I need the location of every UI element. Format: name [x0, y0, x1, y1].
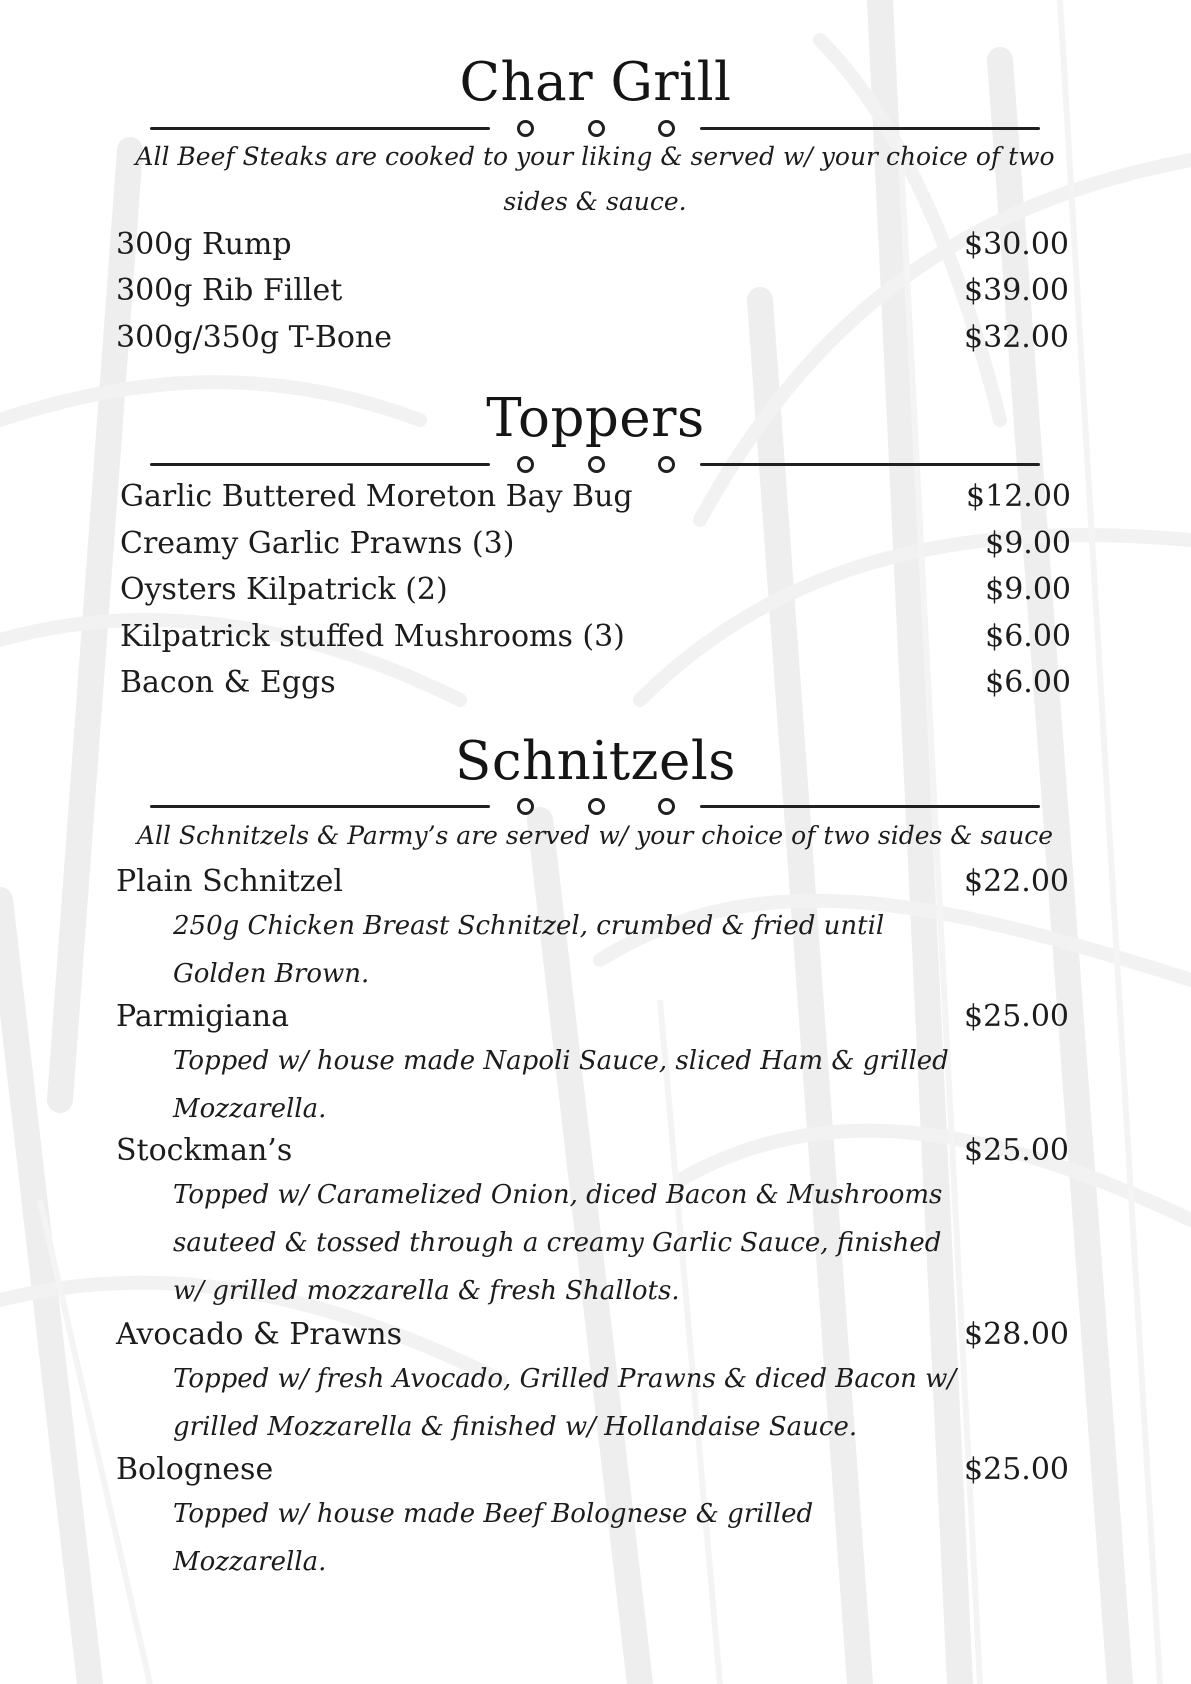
- menu-item-name: 300g/350g T-Bone: [116, 320, 393, 355]
- menu-item-name: Kilpatrick stuffed Mushrooms (3): [120, 619, 625, 654]
- menu-item-price: $25.00: [964, 1452, 1069, 1487]
- menu-item-name: Parmigiana: [116, 999, 289, 1034]
- menu-item-name: Bolognese: [116, 1452, 274, 1487]
- menu-item-name: Creamy Garlic Prawns (3): [120, 526, 515, 561]
- menu-item-description: 250g Chicken Breast Schnitzel, crumbed & fried until Golden Brown.: [173, 911, 885, 989]
- menu-item-price: $6.00: [985, 665, 1071, 700]
- toppers-title: Toppers: [486, 388, 705, 449]
- menu-item-price: $30.00: [964, 227, 1069, 262]
- menu-item-price: $39.00: [964, 273, 1069, 308]
- char-grill-note: All Beef Steaks are cooked to your liking & served w/ your choice of two sides & sauce.: [135, 142, 1055, 216]
- menu-item: [116, 1447, 1069, 1492]
- menu-item-description: Topped w/ Caramelized Onion, diced Bacon & Mushrooms sauteed & tossed through a creamy Garlic Sauce, finished w/ grilled mozzarella & fresh Shallots.: [173, 1180, 943, 1306]
- menu-item: [116, 1128, 1069, 1173]
- menu-item-name: Bacon & Eggs: [120, 665, 336, 700]
- menu-item: [120, 474, 1071, 519]
- menu-item-name: Stockman’s: [116, 1133, 293, 1168]
- menu-item-name: 300g Rump: [116, 227, 292, 262]
- schnitzels-title: Schnitzels: [455, 731, 736, 792]
- menu-item: [116, 859, 1069, 904]
- schnitzels-note: All Schnitzels & Parmy’s are served w/ your choice of two sides & sauce: [136, 821, 1054, 850]
- menu-item-price: $25.00: [964, 1133, 1069, 1168]
- menu-item-description: Topped w/ house made Beef Bolognese & grilled Mozzarella.: [173, 1499, 814, 1577]
- menu-item-name: Garlic Buttered Moreton Bay Bug: [120, 479, 633, 514]
- menu-item: [120, 521, 1071, 566]
- char-grill-title: Char Grill: [459, 52, 732, 113]
- menu-item-name: Plain Schnitzel: [116, 864, 343, 899]
- menu-item: [120, 614, 1071, 659]
- menu-item-price: $12.00: [966, 479, 1071, 514]
- menu-item: [116, 222, 1069, 267]
- menu-item-price: $28.00: [964, 1317, 1069, 1352]
- menu-item-price: $9.00: [985, 526, 1071, 561]
- menu-item-description: Topped w/ house made Napoli Sauce, sliced Ham & grilled Mozzarella.: [173, 1046, 949, 1124]
- menu-item-price: $32.00: [964, 320, 1069, 355]
- menu-item: [116, 1312, 1069, 1357]
- menu-item-price: $9.00: [985, 572, 1071, 607]
- menu-item-price: $22.00: [964, 864, 1069, 899]
- menu-item: [116, 994, 1069, 1039]
- menu-item: [116, 315, 1069, 360]
- menu-item: [120, 567, 1071, 612]
- menu-item-price: $25.00: [964, 999, 1069, 1034]
- menu-item-name: Avocado & Prawns: [116, 1317, 402, 1352]
- menu-item: [120, 660, 1071, 705]
- menu-item-name: Oysters Kilpatrick (2): [120, 572, 448, 607]
- menu-item: [116, 268, 1069, 313]
- menu-item-name: 300g Rib Fillet: [116, 273, 343, 308]
- menu-item-price: $6.00: [985, 619, 1071, 654]
- menu-item-description: Topped w/ fresh Avocado, Grilled Prawns & diced Bacon w/ grilled Mozzarella & finished w/ Hollandaise Sauce.: [173, 1364, 957, 1442]
